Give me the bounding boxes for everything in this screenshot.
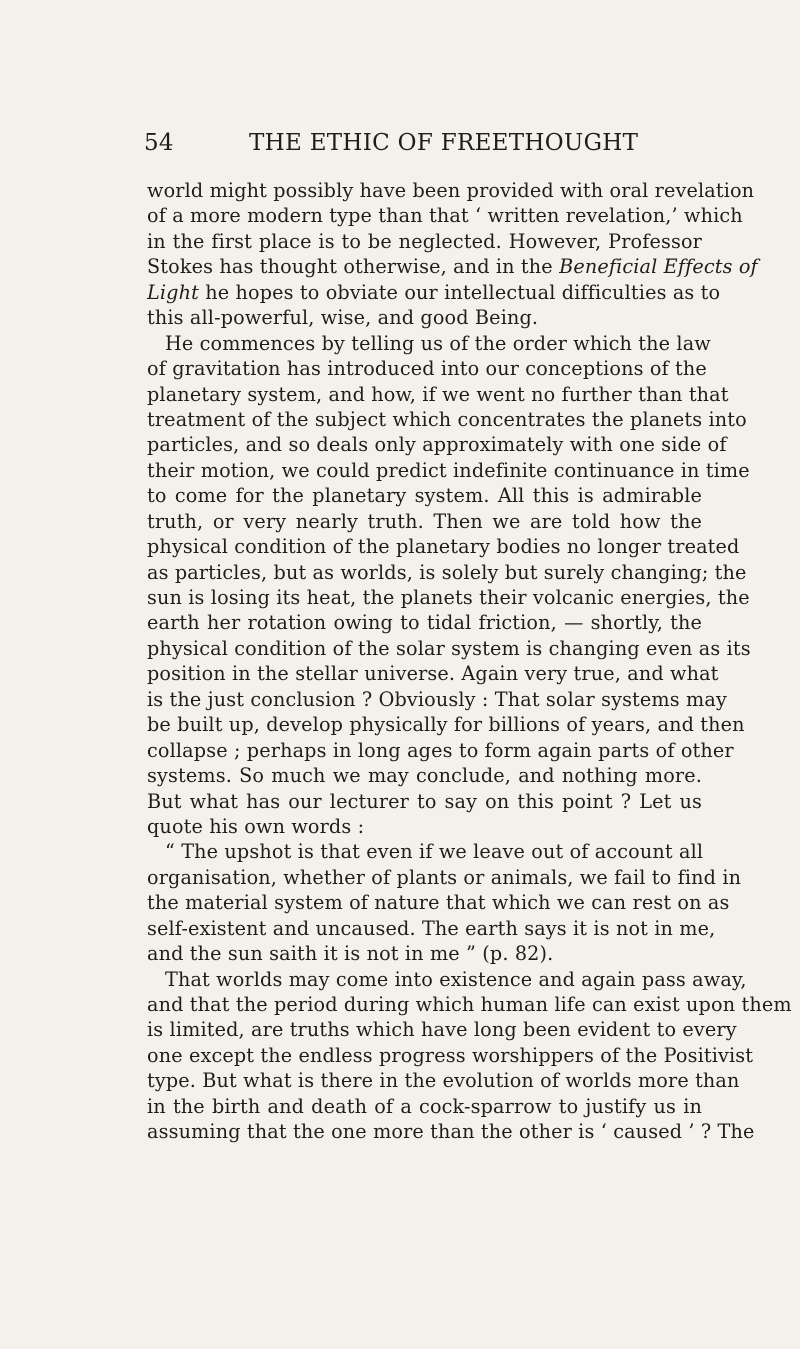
- text-line: this all-powerful, wise, and good Being.: [147, 306, 539, 330]
- text-line: He commences by telling us of the order which the law: [165, 331, 711, 355]
- running-head: [144, 130, 704, 164]
- text-line: position in the stellar universe. Again very true, and what: [147, 662, 719, 686]
- text-line: of a more modern type than that ‘ written revelation,’ which: [147, 204, 743, 228]
- text-line: quote his own words :: [147, 814, 365, 838]
- body-text: [147, 178, 792, 1145]
- text-line: to come for the planetary system. All this is admirable: [147, 484, 702, 508]
- text-line: collapse ; perhaps in long ages to form again parts of other: [147, 738, 734, 762]
- text-line: truth, or very nearly truth. Then we are told how the: [147, 509, 702, 533]
- text-line: physical condition of the solar system is changing even as its: [147, 636, 751, 660]
- text-line: one except the endless progress worshippers of the Positivist: [147, 1043, 754, 1067]
- text-line: planetary system, and how, if we went no further than that: [147, 382, 729, 406]
- text-line: type. But what is there in the evolution of worlds more than: [147, 1069, 740, 1093]
- text-line: of gravitation has introduced into our conceptions of the: [147, 357, 707, 381]
- quote-line: organisation, whether of plants or animals, we fail to find in: [147, 865, 742, 889]
- text-line: particles, and so deals only approximately with one side of: [147, 433, 727, 457]
- text-line: sun is losing its heat, the planets their volcanic energies, the: [147, 586, 750, 609]
- text-line: their motion, we could predict indefinite continuance in time: [147, 458, 750, 482]
- text-line: That worlds may come into existence and again pass away,: [165, 967, 747, 991]
- quote-line: self-existent and uncaused. The earth says it is not in me,: [147, 916, 716, 940]
- text-line: earth her rotation owing to tidal friction, — shortly, the: [147, 611, 702, 635]
- text-line: assuming that the one more than the other is ‘ caused ’ ? The: [147, 1120, 755, 1144]
- text-line: But what has our lecturer to say on this point ? Let us: [147, 789, 702, 813]
- text-line: as particles, but as worlds, is solely but surely changing; the: [147, 560, 747, 584]
- quote-line: “ The upshot is that even if we leave out of account all: [165, 840, 704, 864]
- text-line: and that the period during which human life can exist upon them: [147, 993, 792, 1016]
- text-line: be built up, develop physically for billions of years, and then: [147, 713, 745, 737]
- book-title: Light: [147, 280, 199, 304]
- text-line: is the just conclusion ? Obviously : That solar systems may: [147, 687, 727, 711]
- text-line: world might possibly have been provided with oral revelation: [147, 179, 755, 202]
- quote-line: and the sun saith it is not in me ” (p. 82).: [147, 942, 554, 966]
- quote-line: the material system of nature that which we can rest on as: [147, 891, 730, 915]
- text-line: in the birth and death of a cock-sparrow to justify us in: [147, 1094, 702, 1118]
- book-title: Beneficial Effects of: [559, 255, 758, 279]
- text-line: in the first place is to be neglected. However, Professor: [147, 229, 702, 253]
- running-title: THE ETHIC OF FREETHOUGHT: [249, 130, 639, 156]
- text-line: is limited, are truths which have long been evident to every: [147, 1018, 737, 1042]
- text-line: treatment of the subject which concentrates the planets into: [147, 407, 747, 431]
- text-line: systems. So much we may conclude, and nothing more.: [147, 764, 702, 788]
- text-line: Light he hopes to obviate our intellectual difficulties as to: [147, 280, 721, 304]
- text-line: Stokes has thought otherwise, and in the Beneficial Effects of: [147, 255, 758, 279]
- text-line: physical condition of the planetary bodies no longer treated: [147, 535, 740, 559]
- page-number: 54: [144, 130, 174, 156]
